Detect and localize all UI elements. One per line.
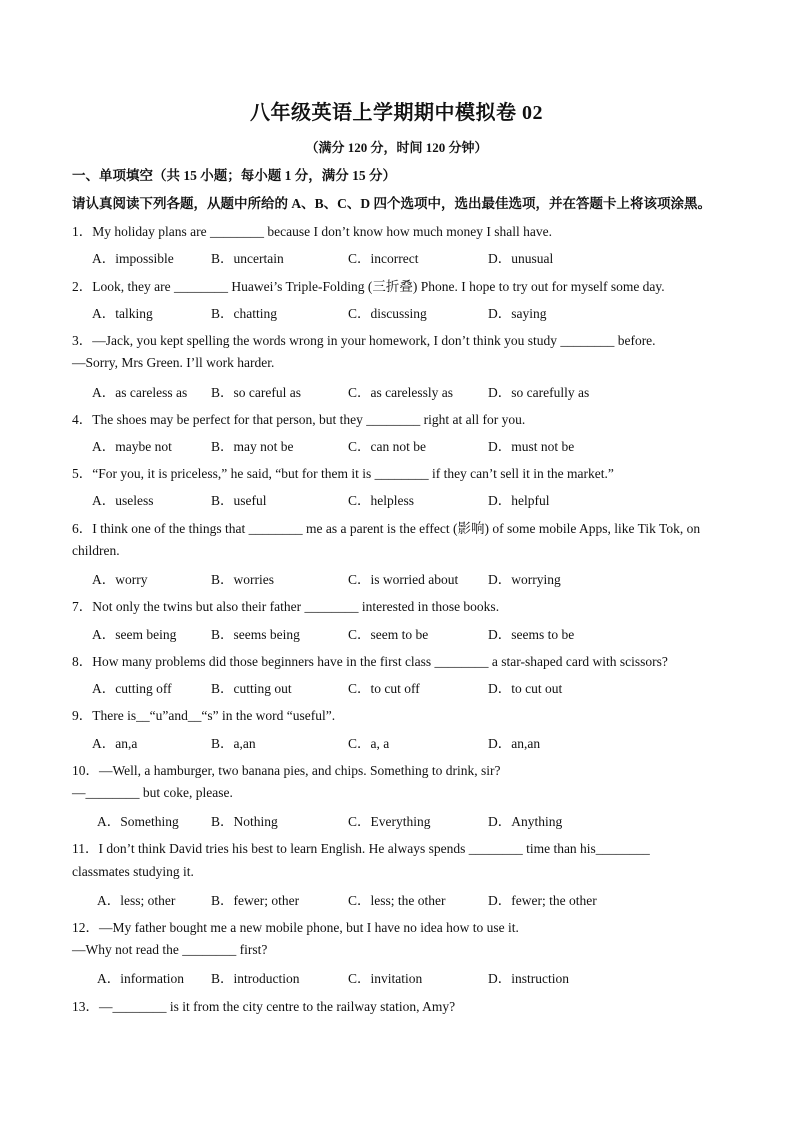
question-9-options bbox=[92, 732, 712, 750]
question-10-option-a: A．Something bbox=[97, 814, 179, 829]
question-9-option-a: A．an,a bbox=[92, 736, 138, 751]
question-8-stem: 8．How many problems did those beginners have in the first class ________ a star-shaped card with scissors? bbox=[72, 654, 668, 669]
question-3-option-a: A．as careless as bbox=[92, 385, 188, 400]
question-9-option-d: D．an,an bbox=[488, 736, 541, 751]
question-10-continuation: —________ but coke, please. bbox=[72, 785, 233, 800]
question-5-stem: 5．“For you, it is priceless,” he said, “but for them it is ________ if they can’t sell it in the market.” bbox=[72, 466, 614, 481]
question-5-options bbox=[92, 489, 712, 507]
section-heading: 一、单项填空（共 15 小题；每小题 1 分，满分 15 分） bbox=[72, 168, 396, 183]
question-3-option-c: C．as carelessly as bbox=[348, 385, 453, 400]
question-2-options bbox=[92, 302, 712, 320]
question-12-option-d: D．instruction bbox=[488, 971, 569, 986]
question-11-option-b: B．fewer; other bbox=[211, 893, 300, 908]
question-10-options bbox=[97, 810, 717, 828]
question-11-continuation: classmates studying it. bbox=[72, 864, 194, 879]
question-10-stem: 10．—Well, a hamburger, two banana pies, and chips. Something to drink, sir? bbox=[72, 763, 501, 778]
question-6-option-d: D．worrying bbox=[488, 572, 561, 587]
question-11-option-c: C．less; the other bbox=[348, 893, 446, 908]
question-2-option-b: B．chatting bbox=[211, 306, 277, 321]
question-7-option-c: C．seem to be bbox=[348, 627, 429, 642]
question-4-option-b: B．may not be bbox=[211, 439, 294, 454]
question-7-stem: 7．Not only the twins but also their father ________ interested in those books. bbox=[72, 599, 500, 614]
question-1-option-a: A．impossible bbox=[92, 251, 174, 266]
question-11-option-a: A．less; other bbox=[97, 893, 176, 908]
question-11-stem: 11．I don’t think David tries his best to learn English. He always spends ________ time than his________ bbox=[72, 841, 650, 856]
question-10-option-c: C．Everything bbox=[348, 814, 431, 829]
question-11-options bbox=[97, 889, 717, 907]
question-1-option-c: C．incorrect bbox=[348, 251, 419, 266]
question-10-option-b: B．Nothing bbox=[211, 814, 278, 829]
question-2-option-c: C．discussing bbox=[348, 306, 427, 321]
question-7-option-a: A．seem being bbox=[92, 627, 177, 642]
question-12-option-a: A．information bbox=[97, 971, 184, 986]
question-9-stem: 9．There is__“u”and__“s” in the word “useful”. bbox=[72, 708, 336, 723]
question-3-continuation: —Sorry, Mrs Green. I’ll work harder. bbox=[72, 355, 275, 370]
question-6-option-a: A．worry bbox=[92, 572, 148, 587]
page-subtitle: （满分 120 分，时间 120 分钟） bbox=[305, 140, 488, 155]
question-7-option-d: D．seems to be bbox=[488, 627, 575, 642]
question-4-option-c: C．can not be bbox=[348, 439, 426, 454]
question-12-continuation: —Why not read the ________ first? bbox=[72, 942, 268, 957]
question-8-option-a: A．cutting off bbox=[92, 681, 172, 696]
question-2-option-d: D．saying bbox=[488, 306, 547, 321]
question-3-option-d: D．so carefully as bbox=[488, 385, 590, 400]
question-7-options bbox=[92, 623, 712, 641]
question-13-stem: 13．—________ is it from the city centre to the railway station, Amy? bbox=[72, 999, 456, 1014]
question-1-stem: 1．My holiday plans are ________ because I don’t know how much money I shall have. bbox=[72, 224, 553, 239]
question-5-option-a: A．useless bbox=[92, 493, 154, 508]
question-5-option-c: C．helpless bbox=[348, 493, 414, 508]
page-title: 八年级英语上学期期中模拟卷 02 bbox=[250, 102, 543, 124]
question-2-option-a: A．talking bbox=[92, 306, 153, 321]
question-7-option-b: B．seems being bbox=[211, 627, 300, 642]
question-6-option-c: C．is worried about bbox=[348, 572, 459, 587]
question-1-option-b: B．uncertain bbox=[211, 251, 284, 266]
question-9-option-c: C．a, a bbox=[348, 736, 390, 751]
question-6-options bbox=[92, 568, 712, 586]
question-6-option-b: B．worries bbox=[211, 572, 274, 587]
section-instruction: 请认真阅读下列各题，从题中所给的 A、B、C、D 四个选项中，选出最佳选项，并在答题卡上将该项涂黑。 bbox=[72, 196, 712, 211]
question-8-option-c: C．to cut off bbox=[348, 681, 420, 696]
question-8-option-b: B．cutting out bbox=[211, 681, 292, 696]
question-12-option-b: B．introduction bbox=[211, 971, 300, 986]
question-4-stem: 4．The shoes may be perfect for that person, but they ________ right at all for you. bbox=[72, 412, 526, 427]
question-6-stem: 6．I think one of the things that ________ me as a parent is the effect (影响) of some mobile Apps, like Tik Tok, on bbox=[72, 521, 701, 536]
question-8-options bbox=[92, 677, 712, 695]
question-3-option-b: B．so careful as bbox=[211, 385, 301, 400]
question-10-option-d: D．Anything bbox=[488, 814, 563, 829]
question-5-option-b: B．useful bbox=[211, 493, 267, 508]
question-4-options bbox=[92, 435, 712, 453]
question-9-option-b: B．a,an bbox=[211, 736, 256, 751]
question-4-option-a: A．maybe not bbox=[92, 439, 172, 454]
question-8-option-d: D．to cut out bbox=[488, 681, 563, 696]
question-5-option-d: D．helpful bbox=[488, 493, 550, 508]
question-11-option-d: D．fewer; the other bbox=[488, 893, 597, 908]
question-6-continuation: children. bbox=[72, 543, 120, 558]
question-12-stem: 12．—My father bought me a new mobile phone, but I have no idea how to use it. bbox=[72, 920, 519, 935]
question-1-options bbox=[92, 247, 712, 265]
question-2-stem: 2．Look, they are ________ Huawei’s Triple-Folding (三折叠) Phone. I hope to try out for myself some day. bbox=[72, 279, 665, 294]
question-1-option-d: D．unusual bbox=[488, 251, 554, 266]
question-4-option-d: D．must not be bbox=[488, 439, 575, 454]
question-3-stem: 3．—Jack, you kept spelling the words wrong in your homework, I don’t think you study ________ before. bbox=[72, 333, 656, 348]
question-12-option-c: C．invitation bbox=[348, 971, 423, 986]
question-3-options bbox=[92, 381, 712, 399]
question-12-options bbox=[97, 967, 717, 985]
